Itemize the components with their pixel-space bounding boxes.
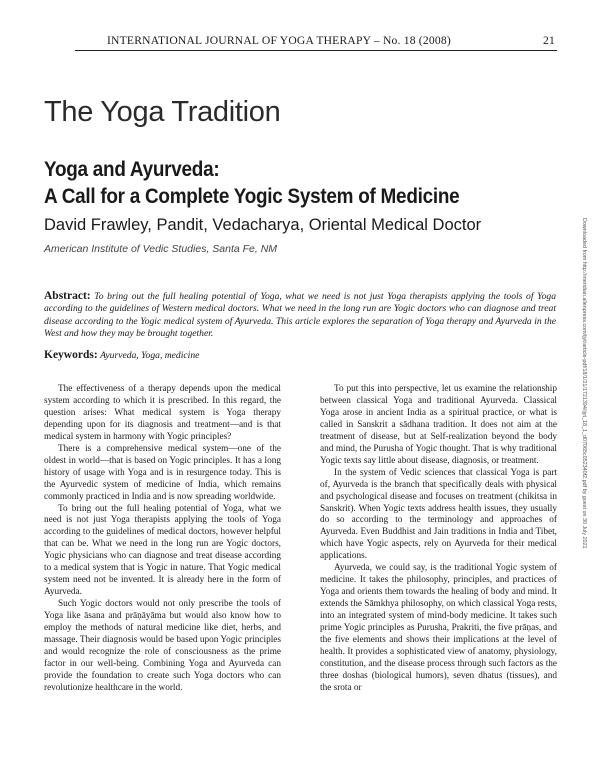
- article-title-line-2: A Call for a Complete Yogic System of Medicine: [44, 184, 460, 208]
- body-column-right: [320, 384, 557, 695]
- section-title: The Yoga Tradition: [44, 96, 281, 128]
- body-paragraph: Such Yogic doctors would not only prescribe the tools of Yoga like āsana and prāṇāyāma but would also know how to employ the methods of natural medicine like diet, herbs, and massage. Their diagnosis would be based upon Yogic principles and would recognize the role of consciousness as the prime factor in our well-being. Combining Yoga and Ayurveda can provide the foundation to create such Yoga doctors who can revolutionize healthcare in the world.: [44, 599, 281, 693]
- body-paragraph: The effectiveness of a therapy depends upon the medical system according to which it is prescribed. In this regard, the question arises: What medical system is Yoga therapy depending upon for its diagnosis and treatment—and is that medical system in harmony with Yogic principles?: [44, 384, 281, 442]
- author-line: David Frawley, Pandit, Vedacharya, Oriental Medical Doctor: [44, 216, 482, 234]
- body-paragraph: To bring out the full healing potential of Yoga, what we need is not just Yoga therapists applying the tools of Yoga according to the guidelines of medical doctors, however helpful that can be. What we need in the long run are Yogic doctors, Yogic physicians who can diagnose and treat disease according to a medical system that is Yogic in nature. That Yogic medical system need not be invented. It is already here in the form of Ayurveda.: [44, 503, 281, 598]
- abstract: [44, 290, 556, 341]
- abstract-label: Abstract:: [44, 290, 91, 302]
- keywords-text: Ayurveda, Yoga, medicine: [100, 350, 200, 361]
- body-column-left: [44, 384, 281, 695]
- download-watermark: [577, 218, 589, 548]
- running-header: [75, 34, 557, 51]
- download-watermark-text: Downloaded from http://meridian.allenpress.com/ijyt/article-pdf/18/1/21/1721394/ijyt_18_1_d07065c052340f2.pdf by guest on 30 July 2021: [581, 218, 587, 549]
- page-number: 21: [543, 34, 555, 47]
- body-paragraph: There is a comprehensive medical system—one of the oldest in world—that is based on Yogic principles. It has a long history of usage with Yoga and is in resurgence today. This is the Ayurvedic system of medicine of India, which remains commonly practiced in India and is now spreading worldwide.: [44, 443, 281, 502]
- journal-title: INTERNATIONAL JOURNAL OF YOGA THERAPY – No. 18 (2008): [107, 34, 451, 47]
- keywords-label: Keywords:: [44, 349, 98, 361]
- keywords: [44, 349, 199, 361]
- body-paragraph: In the system of Vedic sciences that classical Yoga is part of, Ayurveda is the branch that specifically deals with physical and psychological disease and focuses on treatment (chikitsa in Sanskrit). When Yogic texts address health issues, they usually do so according to the terminology and approaches of Ayurveda. Even Buddhist and Jain traditions in India and Tibet, which have Yogic aspects, rely on Ayurveda for their medical applications.: [320, 467, 557, 562]
- article-title-line-1: Yoga and Ayurveda:: [44, 157, 220, 181]
- body-paragraph: To put this into perspective, let us examine the relationship between classical Yoga and traditional Ayurveda. Classical Yoga arose in ancient India as a spiritual practice, or what is called in Sanskrit a sādhana tradition. It does not aim at the treatment of disease, but at Self-realization beyond the body and mind, the Purusha of Yogic thought. That is why traditional Yogic texts say little about disease, diagnosis, or treatment.: [320, 384, 557, 466]
- body-paragraph: Ayurveda, we could say, is the traditional Yogic system of medicine. It takes the philosophy, principles, and practices of Yoga and orients them towards the healing of body and mind. It extends the Sāmkhya philosophy, on which classical Yoga rests, into an integrated system of mind-body medicine. It takes such prime Yogic principles as Purusha, Prakriti, the five prāṇas, and the five elements and shows their implications at the level of health. It provides a sophisticated view of anatomy, physiology, constitution, and the disease process through such factors as the three doshas (biological humors), seven dhatus (tissues), and the srota or: [320, 563, 557, 693]
- abstract-text: To bring out the full healing potential of Yoga, what we need is not just Yoga therapists applying the tools of Yoga according to the guidelines of Western medical doctors. What we need in the long run are Yogic doctors who can diagnose and treat disease according to the Yogic medical system of Ayurveda. This article explores the separation of Yoga therapy and Ayurveda in the West and how they may be brought together.: [44, 291, 556, 340]
- affiliation: American Institute of Vedic Studies, Santa Fe, NM: [44, 243, 278, 255]
- article-title: [44, 156, 459, 210]
